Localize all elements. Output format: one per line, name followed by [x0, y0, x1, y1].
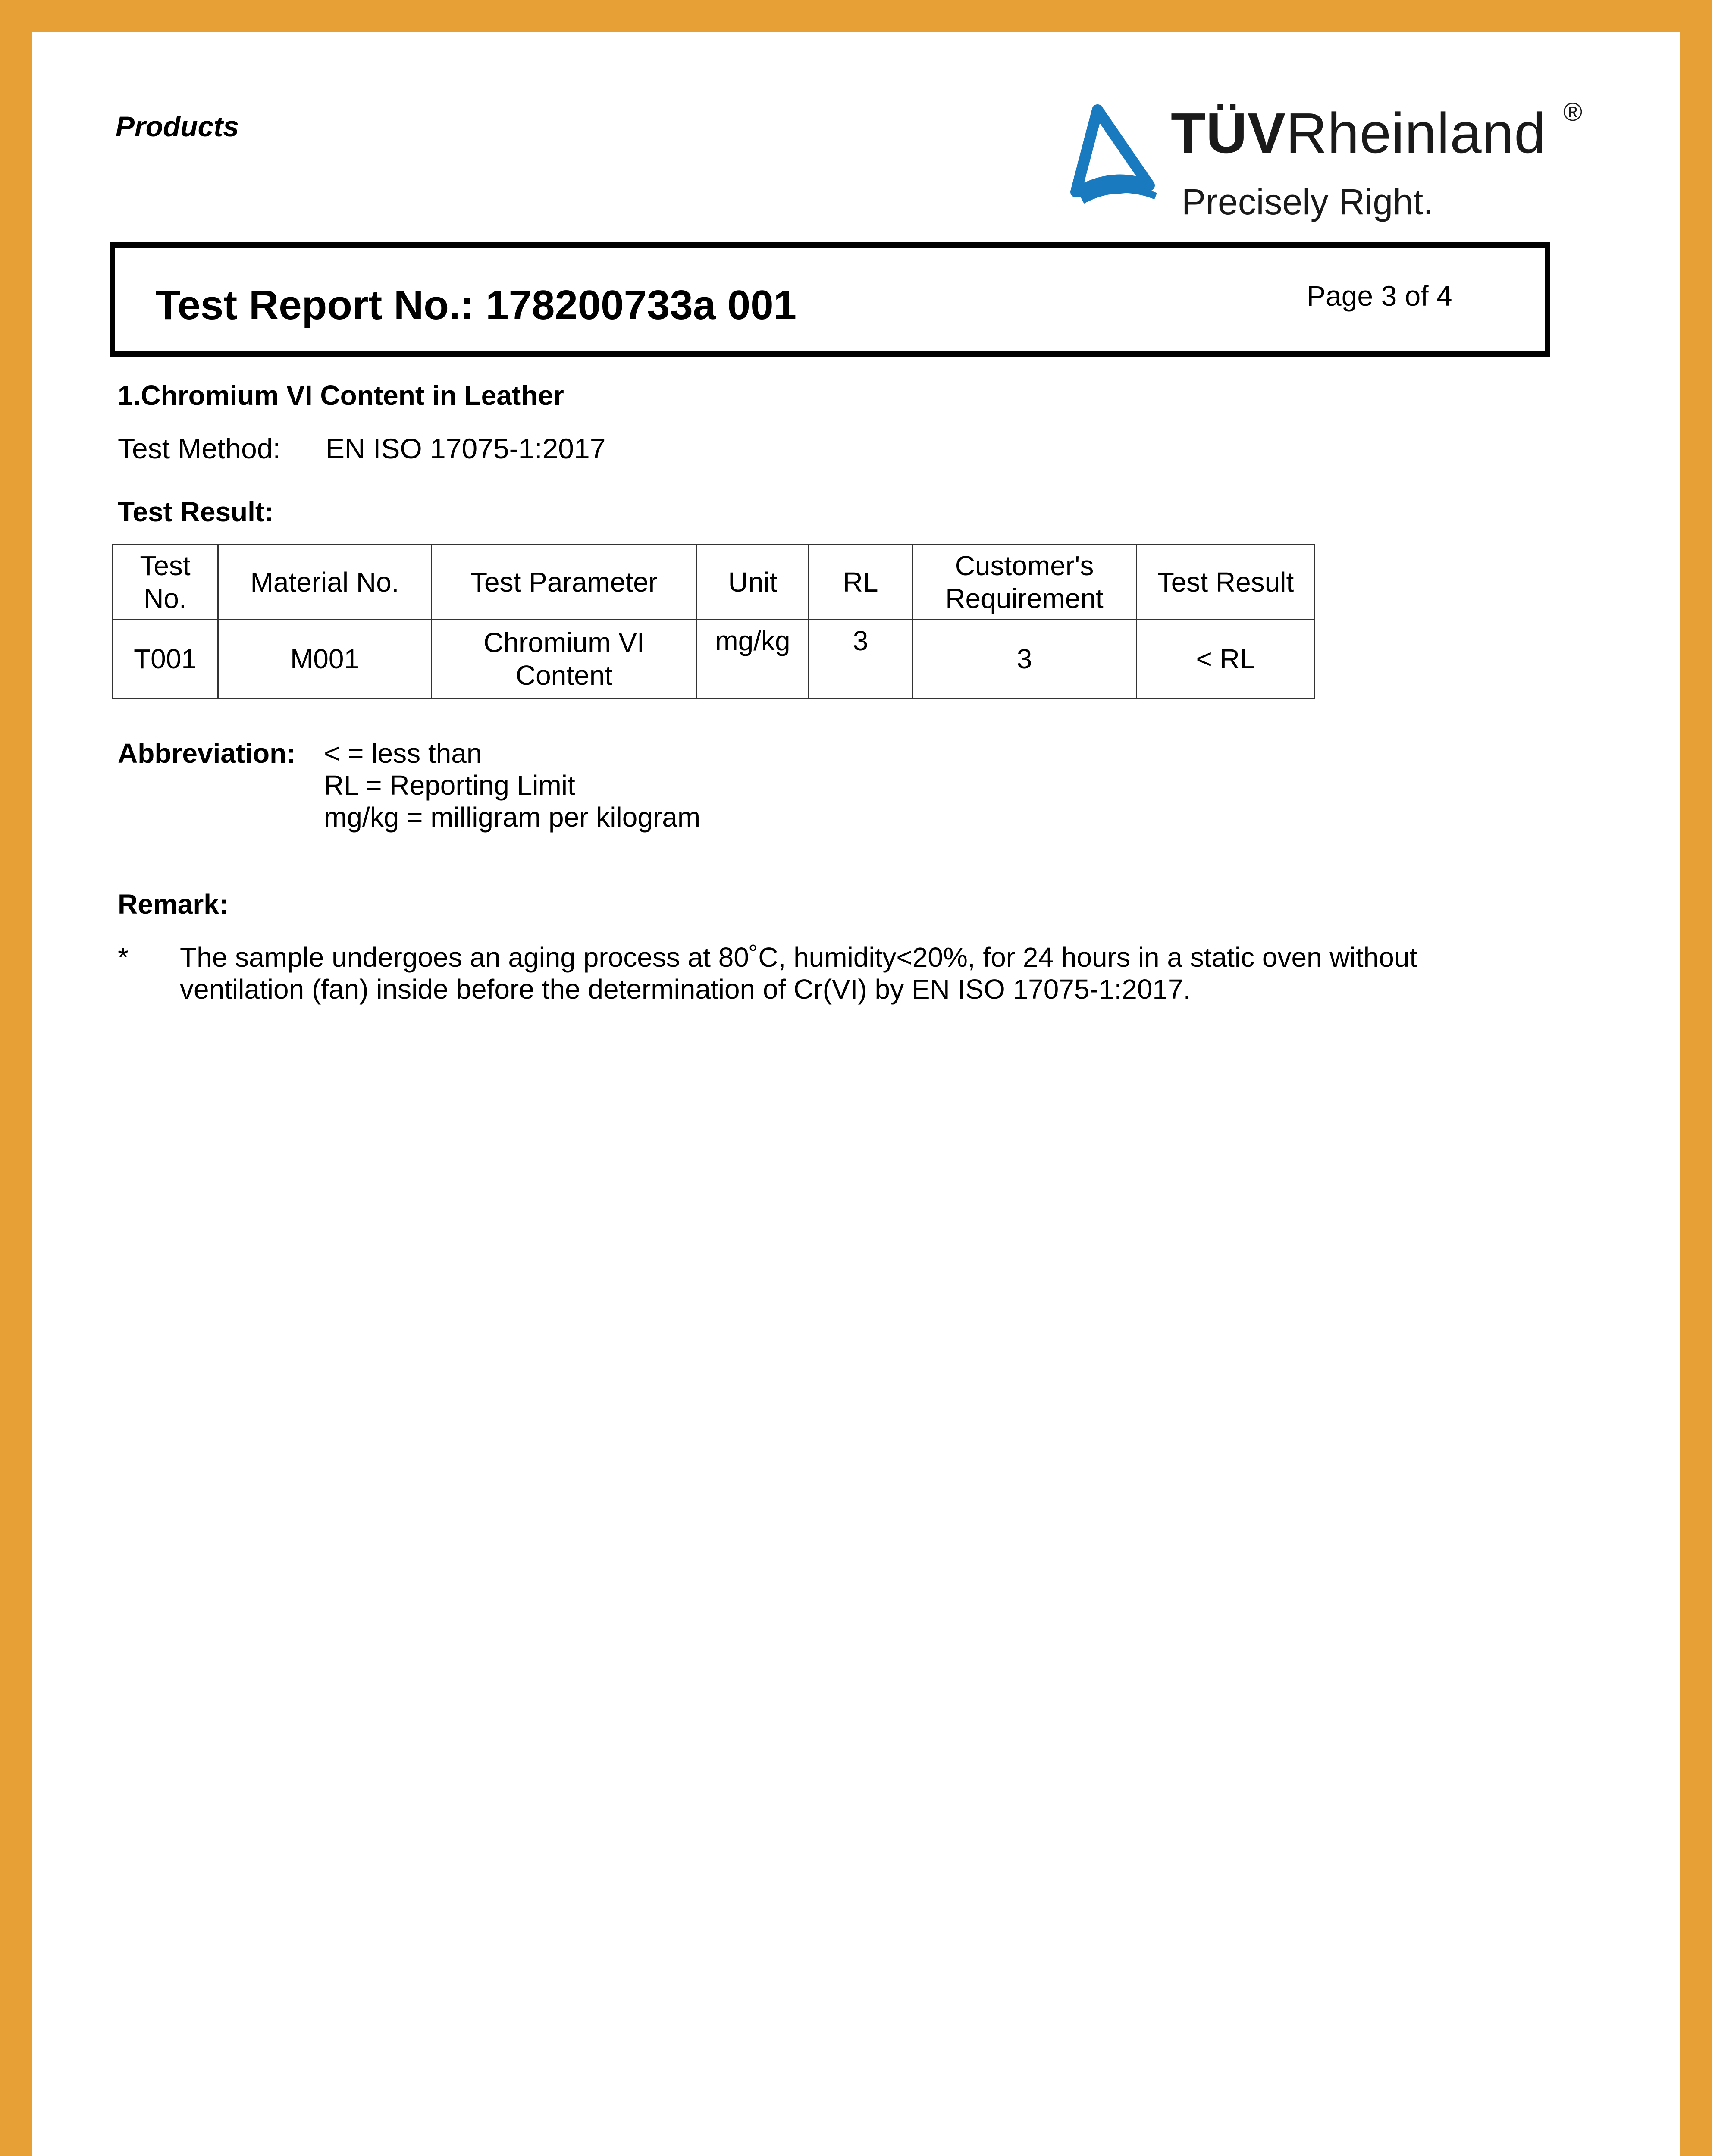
section-heading: 1.Chromium VI Content in Leather [118, 380, 564, 411]
header-test-no: Test No. [113, 545, 218, 620]
logo-brand-regular: Rheinland [1286, 101, 1546, 165]
abbreviation-item: RL = Reporting Limit [324, 770, 575, 801]
remark-bullet: * [118, 942, 129, 973]
remark-heading: Remark: [118, 889, 229, 920]
remark-line: The sample undergoes an aging process at 80˚C, humidity<20%, for 24 hours in a static oven without [180, 942, 1417, 973]
logo-tagline: Precisely Right. [1182, 182, 1433, 222]
section-label: Products [116, 110, 239, 142]
abbreviation-list [324, 737, 700, 833]
header-test-parameter: Test Parameter [432, 545, 697, 620]
cell-customer-requirement: 3 [912, 620, 1137, 699]
report-title: Test Report No.: 178200733a 001 [155, 282, 796, 328]
cell-rl: 3 [809, 620, 912, 699]
abbreviation-item: < = less than [324, 738, 482, 769]
header-material-no: Material No. [218, 545, 432, 620]
cell-test-parameter: Chromium VI Content [432, 620, 697, 699]
header-rl: RL [809, 545, 912, 620]
header-unit: Unit [697, 545, 809, 620]
table-header-row [113, 545, 1315, 620]
registered-mark: ® [1563, 97, 1583, 126]
header-test-result: Test Result [1137, 545, 1315, 620]
report-page [32, 32, 1680, 2156]
header-customer-requirement: Customer's Requirement [912, 545, 1137, 620]
remark-line: ventilation (fan) inside before the determination of Cr(VI) by EN ISO 17075-1:2017. [180, 974, 1191, 1005]
page-number: Page 3 of 4 [1307, 280, 1452, 312]
cell-test-result: < RL [1137, 620, 1315, 699]
logo-wordmark [1171, 100, 1546, 166]
remark-text [180, 941, 1417, 1005]
test-result-heading: Test Result: [118, 496, 274, 527]
cell-test-no: T001 [113, 620, 218, 699]
logo-brand-bold: TÜV [1171, 101, 1286, 165]
abbreviation-label: Abbreviation: [118, 738, 296, 769]
test-method-label: Test Method: [118, 432, 281, 464]
cell-material-no: M001 [218, 620, 432, 699]
table-row [113, 620, 1315, 699]
cell-unit: mg/kg [697, 620, 809, 699]
results-table [112, 544, 1315, 699]
abbreviation-item: mg/kg = milligram per kilogram [324, 802, 701, 833]
test-method-value: EN ISO 17075-1:2017 [326, 432, 606, 464]
